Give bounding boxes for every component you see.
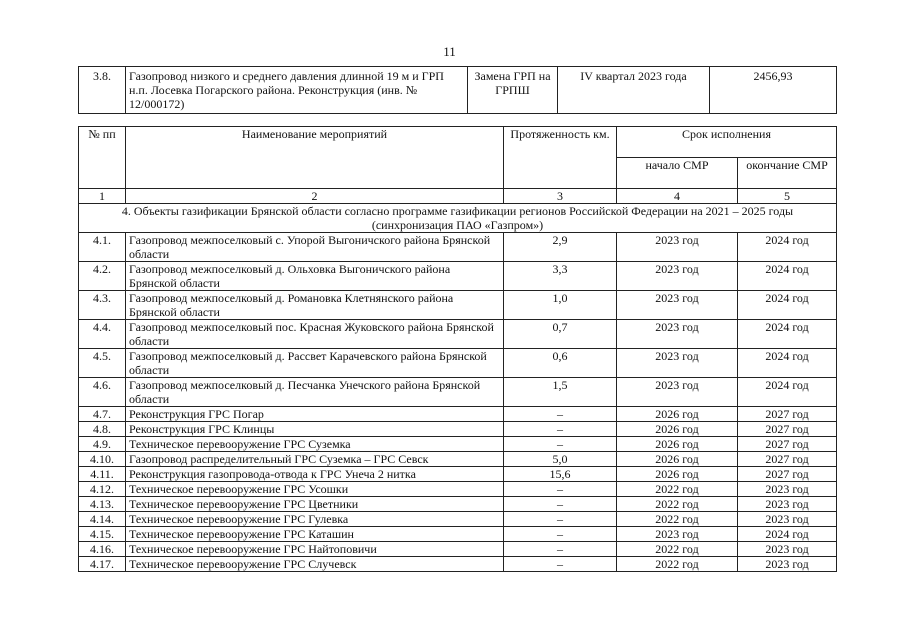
row-start: 2023 год	[617, 320, 738, 349]
row-name: Газопровод межпоселковый д. Рассвет Карачевского района Брянской области	[126, 349, 504, 378]
row-name: Реконструкция ГРС Клинцы	[126, 422, 504, 437]
header-name: Наименование мероприятий	[126, 127, 504, 189]
row-length: 0,7	[504, 320, 617, 349]
row-length: 15,6	[504, 467, 617, 482]
header-num: № пп	[79, 127, 126, 189]
row-length: –	[504, 482, 617, 497]
row-number: 4.12.	[79, 482, 126, 497]
row-end: 2024 год	[738, 378, 837, 407]
index-cell: 5	[738, 189, 837, 204]
row-number: 4.5.	[79, 349, 126, 378]
row-start: 2023 год	[617, 291, 738, 320]
row-start: 2022 год	[617, 512, 738, 527]
table-row	[79, 407, 837, 422]
row-start: 2026 год	[617, 467, 738, 482]
table-row	[79, 320, 837, 349]
row-number: 4.11.	[79, 467, 126, 482]
row-number: 4.10.	[79, 452, 126, 467]
header-end: окончание СМР	[738, 158, 837, 189]
row-period: IV квартал 2023 года	[558, 67, 710, 114]
row-length: –	[504, 437, 617, 452]
section-row	[79, 204, 837, 233]
row-number: 4.13.	[79, 497, 126, 512]
header-length: Протяженность км.	[504, 127, 617, 189]
row-end: 2027 год	[738, 437, 837, 452]
row-end: 2024 год	[738, 349, 837, 378]
row-action: Замена ГРП на ГРПШ	[468, 67, 558, 114]
table-row	[79, 452, 837, 467]
row-length: –	[504, 422, 617, 437]
row-end: 2027 год	[738, 452, 837, 467]
row-name: Реконструкция газопровода-отвода к ГРС Унеча 2 нитка	[126, 467, 504, 482]
index-cell: 3	[504, 189, 617, 204]
row-length: –	[504, 407, 617, 422]
table-row	[79, 349, 837, 378]
row-start: 2026 год	[617, 407, 738, 422]
row-start: 2023 год	[617, 349, 738, 378]
row-length: 3,3	[504, 262, 617, 291]
row-end: 2027 год	[738, 407, 837, 422]
row-length: –	[504, 512, 617, 527]
row-end: 2023 год	[738, 497, 837, 512]
row-name: Техническое перевооружение ГРС Суземка	[126, 437, 504, 452]
row-name: Техническое перевооружение ГРС Усошки	[126, 482, 504, 497]
row-number: 4.2.	[79, 262, 126, 291]
table-row	[79, 291, 837, 320]
row-number: 4.6.	[79, 378, 126, 407]
table-row	[79, 262, 837, 291]
row-start: 2022 год	[617, 557, 738, 572]
row-start: 2023 год	[617, 262, 738, 291]
row-start: 2022 год	[617, 497, 738, 512]
row-end: 2024 год	[738, 291, 837, 320]
table-row	[79, 233, 837, 262]
table-row	[79, 497, 837, 512]
index-cell: 1	[79, 189, 126, 204]
row-number: 4.15.	[79, 527, 126, 542]
row-start: 2023 год	[617, 378, 738, 407]
row-end: 2027 год	[738, 422, 837, 437]
row-end: 2024 год	[738, 320, 837, 349]
header-term: Срок исполнения	[617, 127, 837, 158]
row-start: 2022 год	[617, 542, 738, 557]
row-amount: 2456,93	[710, 67, 837, 114]
row-length: 2,9	[504, 233, 617, 262]
table-row	[79, 437, 837, 452]
row-end: 2027 год	[738, 467, 837, 482]
table-row	[79, 422, 837, 437]
section-title: 4. Объекты газификации Брянской области согласно программе газификации регионов Российской Федерации на 2021 – 2025 годы (синхронизация ПАО «Газпром»)	[79, 204, 837, 233]
index-cell: 4	[617, 189, 738, 204]
page-number: 11	[443, 44, 456, 59]
row-end: 2023 год	[738, 557, 837, 572]
row-number: 4.1.	[79, 233, 126, 262]
row-number: 4.4.	[79, 320, 126, 349]
row-name: Техническое перевооружение ГРС Каташин	[126, 527, 504, 542]
row-name: Газопровод межпоселковый пос. Красная Жуковского района Брянской области	[126, 320, 504, 349]
row-name: Реконструкция ГРС Погар	[126, 407, 504, 422]
row-length: –	[504, 557, 617, 572]
row-number: 4.8.	[79, 422, 126, 437]
row-end: 2024 год	[738, 527, 837, 542]
table-row	[79, 378, 837, 407]
row-number: 4.7.	[79, 407, 126, 422]
table-row	[79, 67, 837, 114]
row-number: 4.14.	[79, 512, 126, 527]
index-cell: 2	[126, 189, 504, 204]
row-number: 4.3.	[79, 291, 126, 320]
row-start: 2026 год	[617, 422, 738, 437]
row-number: 3.8.	[79, 67, 126, 114]
row-name: Газопровод межпоселковый д. Ольховка Выгоничского района Брянской области	[126, 262, 504, 291]
row-name: Газопровод межпоселковый д. Романовка Клетнянского района Брянской области	[126, 291, 504, 320]
table-row	[79, 512, 837, 527]
row-name: Газопровод межпоселковый д. Песчанка Унечского района Брянской области	[126, 378, 504, 407]
row-length: –	[504, 527, 617, 542]
row-name: Техническое перевооружение ГРС Найтоповичи	[126, 542, 504, 557]
row-length: –	[504, 542, 617, 557]
table-row	[79, 467, 837, 482]
row-start: 2023 год	[617, 527, 738, 542]
row-number: 4.9.	[79, 437, 126, 452]
table-row	[79, 527, 837, 542]
row-end: 2023 год	[738, 482, 837, 497]
row-name: Газопровод низкого и среднего давления длинной 19 м и ГРП н.п. Лосевка Погарского района. Реконструкция (инв. № 12/000172)	[126, 67, 468, 114]
table-row	[79, 482, 837, 497]
row-name: Техническое перевооружение ГРС Случевск	[126, 557, 504, 572]
row-start: 2022 год	[617, 482, 738, 497]
continuation-table	[78, 66, 837, 114]
row-start: 2026 год	[617, 452, 738, 467]
row-number: 4.17.	[79, 557, 126, 572]
row-end: 2024 год	[738, 233, 837, 262]
row-name: Техническое перевооружение ГРС Гулевка	[126, 512, 504, 527]
main-table	[78, 126, 837, 572]
table-row	[79, 557, 837, 572]
rows-body	[79, 233, 837, 572]
row-length: 1,5	[504, 378, 617, 407]
row-end: 2023 год	[738, 542, 837, 557]
row-length: 1,0	[504, 291, 617, 320]
row-end: 2024 год	[738, 262, 837, 291]
row-length: 5,0	[504, 452, 617, 467]
table-row	[79, 542, 837, 557]
index-row	[79, 189, 837, 204]
row-name: Техническое перевооружение ГРС Цветники	[126, 497, 504, 512]
row-length: 0,6	[504, 349, 617, 378]
row-end: 2023 год	[738, 512, 837, 527]
row-start: 2026 год	[617, 437, 738, 452]
header-start: начало СМР	[617, 158, 738, 189]
row-number: 4.16.	[79, 542, 126, 557]
row-name: Газопровод распределительный ГРС Суземка – ГРС Севск	[126, 452, 504, 467]
row-length: –	[504, 497, 617, 512]
row-start: 2023 год	[617, 233, 738, 262]
header-row	[79, 127, 837, 158]
row-name: Газопровод межпоселковый с. Упорой Выгоничского района Брянской области	[126, 233, 504, 262]
